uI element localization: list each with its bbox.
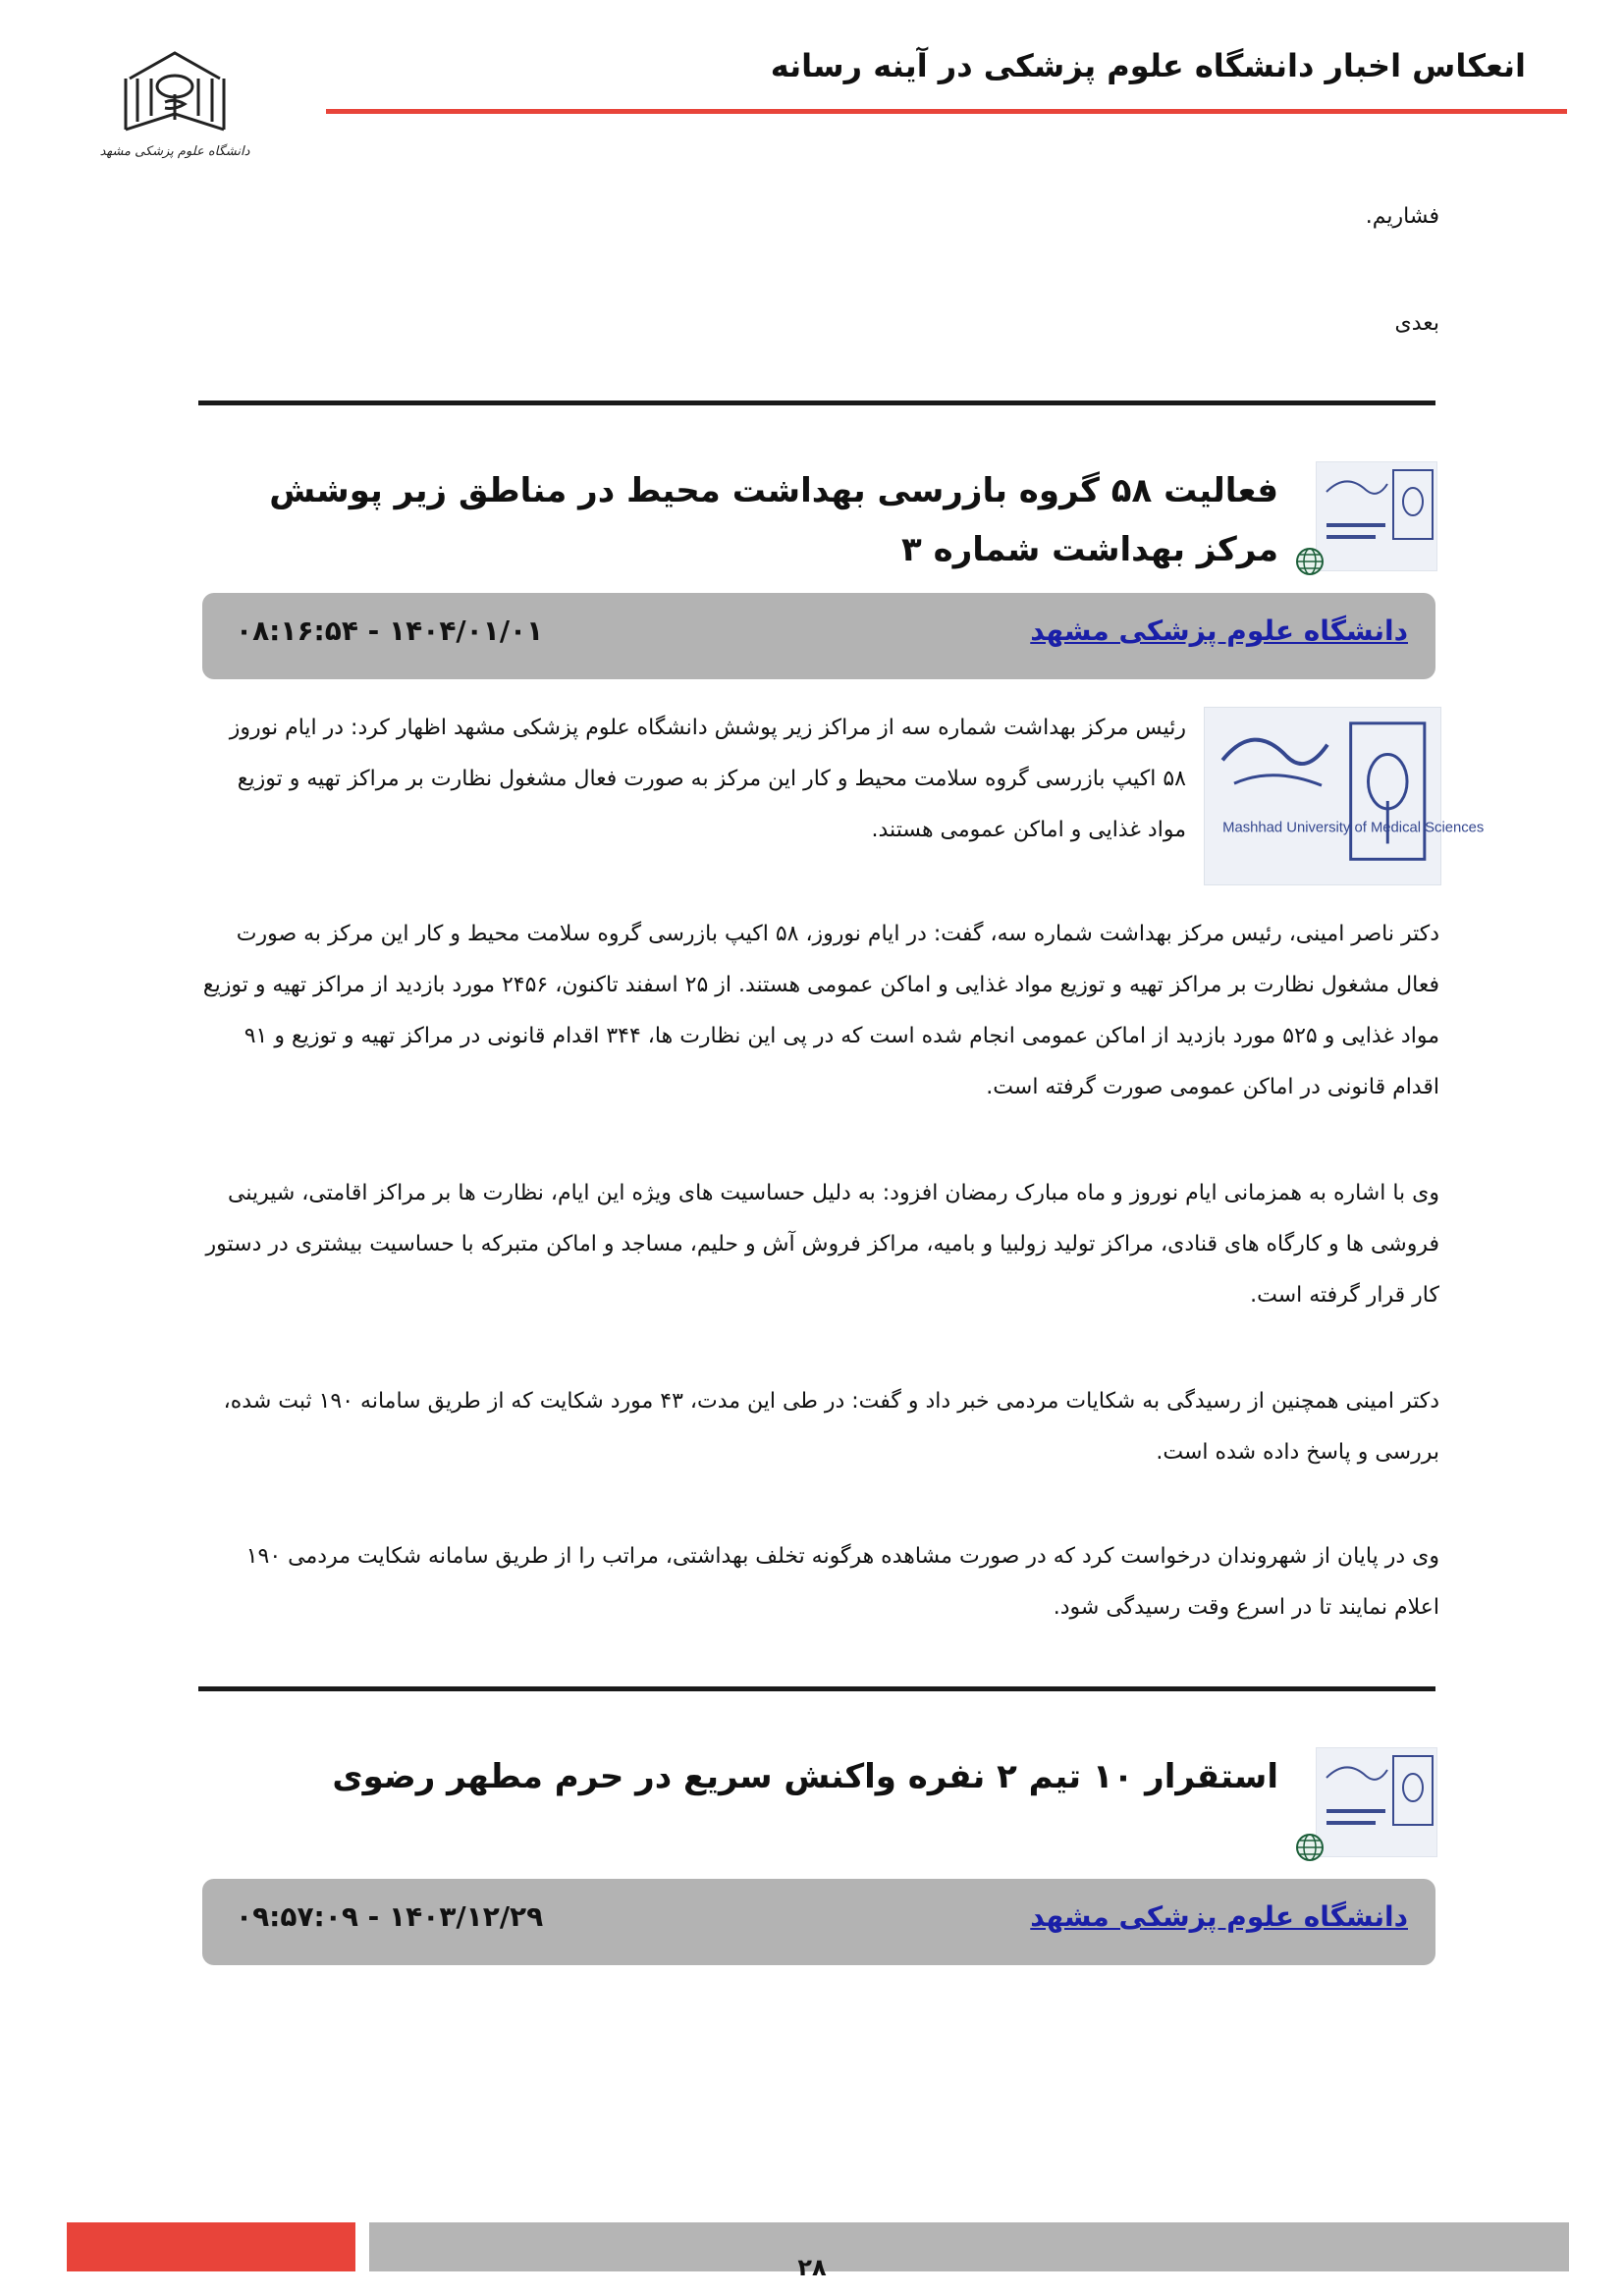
- article-datetime: ۰۹:۵۷:۰۹ - ۱۴۰۳/۱۲/۲۹: [236, 1900, 544, 1933]
- globe-icon[interactable]: [1294, 546, 1326, 577]
- article-paragraph: دکتر ناصر امینی، رئیس مرکز بهداشت شماره سه، گفت: در ایام نوروز، ۵۸ اکیپ بازرسی گروه سلامت محیط و کار این مرکز به صورت فعال مشغول نظارت بر مراکز تهیه و توزیع مواد غذایی و اماکن عمومی هستند. از ۲۵ اسفند تاکنون، ۲۴۵۶ مورد بازدید از مراکز تهیه و توزیع مواد غذایی و ۵۲۵ مورد بازدید از اماکن عمومی انجام شده است که در پی این نظارت ها، ۳۴۴ اقدام قانونی در مراکز تهیه و توزیع و ۹۱ اقدام قانونی در اماکن عمومی صورت گرفته است.: [202, 922, 1439, 1099]
- article-headline[interactable]: فعالیت ۵۸ گروه بازرسی بهداشت محیط در مناطق زیر پوشش مرکز بهداشت شماره ۳: [269, 471, 1278, 569]
- section-divider: [198, 400, 1435, 405]
- page-header-title: انعکاس اخبار دانشگاه علوم پزشکی در آینه رسانه: [770, 47, 1526, 84]
- article-paragraph: رئیس مرکز بهداشت شماره سه از مراکز زیر پوشش دانشگاه علوم پزشکی مشهد اظهار کرد: در ایام نوروز ۵۸ اکیپ بازرسی گروه سلامت محیط و کار این مرکز به صورت فعال مشغول نظارت بر مراکز تهیه و توزیع مواد غذایی و اماکن عمومی هستند.: [229, 716, 1186, 842]
- next-link-text[interactable]: بعدی: [1394, 311, 1439, 336]
- article-headline[interactable]: استقرار ۱۰ تیم ۲ نفره واکنش سریع در حرم مطهر رضوی: [332, 1757, 1278, 1796]
- section-divider: [198, 1686, 1435, 1691]
- article-source-bar: [202, 1879, 1435, 1965]
- source-thumbnail: [1316, 1747, 1437, 1857]
- article-paragraph: وی در پایان از شهروندان درخواست کرد که در صورت مشاهده هرگونه تخلف بهداشتی، مراتب را از طریق سامانه شکایت مردمی ۱۹۰ اعلام نمایند تا در اسرع وقت رسیدگی شود.: [245, 1544, 1439, 1620]
- image-caption: Mashhad University of Medical Sciences: [1222, 820, 1485, 836]
- article-source-link[interactable]: دانشگاه علوم پزشکی مشهد: [1030, 614, 1408, 647]
- previous-text-fragment: فشاریم.: [1365, 204, 1439, 229]
- article-datetime: ۰۸:۱۶:۵۴ - ۱۴۰۴/۰۱/۰۱: [236, 614, 544, 647]
- article-paragraph: وی با اشاره به همزمانی ایام نوروز و ماه مبارک رمضان افزود: به دلیل حساسیت های ویژه این ایام، نظارت ها بر مراکز اقامتی، شیرینی فروشی ها و کارگاه های قنادی، مراکز تولید زولبیا و بامیه، مراکز فروش آش و حلیم، مساجد و اماکن متبرکه با حساسیت بیشتری در دستور کار قرار گرفته است.: [205, 1181, 1439, 1308]
- article-source-link[interactable]: دانشگاه علوم پزشکی مشهد: [1030, 1900, 1408, 1933]
- article-source-bar: [202, 593, 1435, 679]
- article-image: [1204, 707, 1485, 885]
- header-divider: [326, 109, 1567, 114]
- logo-caption: دانشگاه علوم پزشکی مشهد: [99, 144, 250, 159]
- source-thumbnail: [1316, 461, 1437, 571]
- article-paragraph: دکتر امینی همچنین از رسیدگی به شکایات مردمی خبر داد و گفت: در طی این مدت، ۴۳ مورد شکایت که از طریق سامانه ۱۹۰ ثبت شده، بررسی و پاسخ داده شده است.: [223, 1389, 1439, 1465]
- globe-icon[interactable]: [1294, 1832, 1326, 1863]
- page-number: ۲۸: [797, 2254, 827, 2281]
- university-logo: [99, 39, 250, 169]
